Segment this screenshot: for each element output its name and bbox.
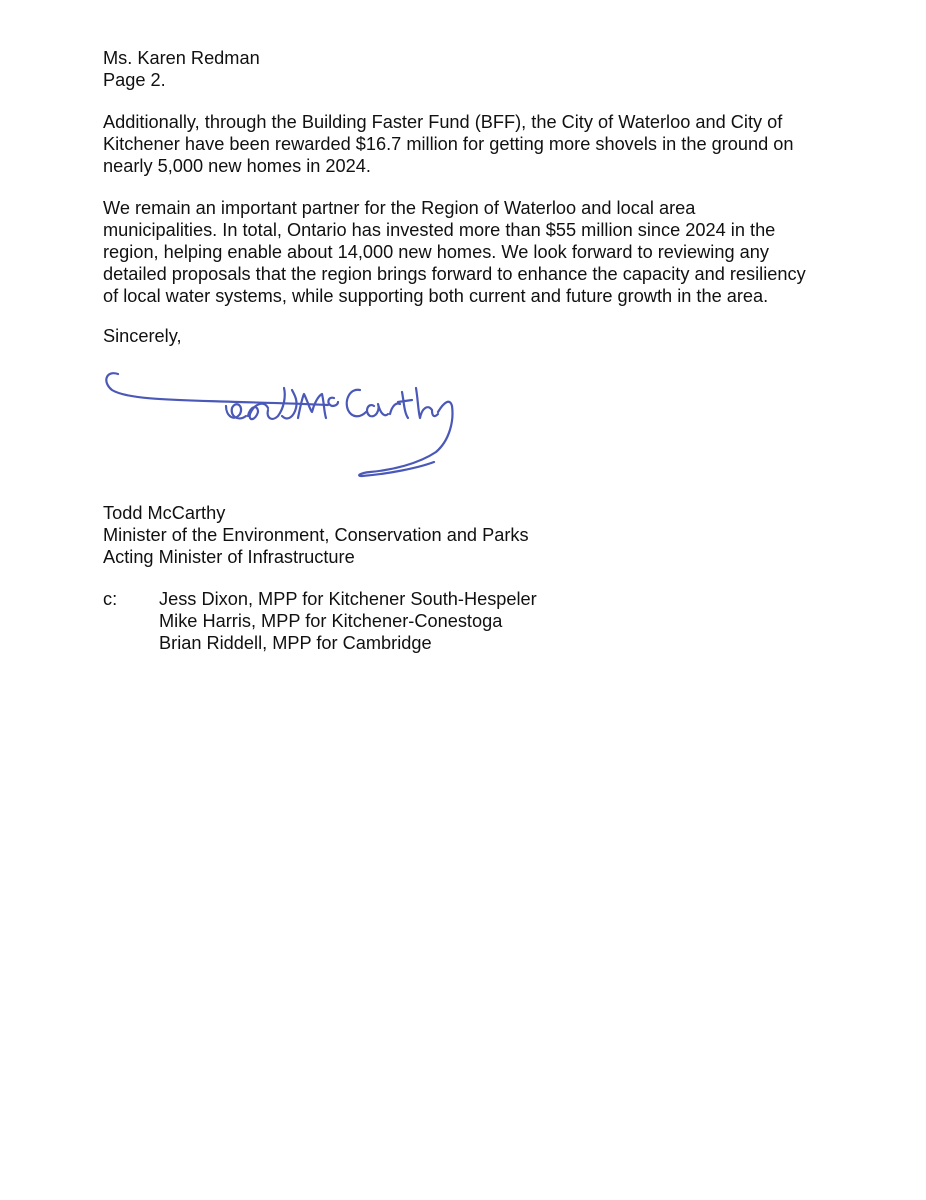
- paragraph-line: Additionally, through the Building Faster Fund (BFF), the City of Waterloo and City of: [103, 112, 783, 132]
- signer-block: [103, 502, 529, 568]
- letter-header: [103, 47, 260, 91]
- paragraph-line: nearly 5,000 new homes in 2024.: [103, 156, 371, 176]
- closing-salutation: Sincerely,: [103, 326, 182, 346]
- paragraph-line: region, helping enable about 14,000 new homes. We look forward to reviewing any: [103, 242, 769, 262]
- cc-recipient: Brian Riddell, MPP for Cambridge: [159, 633, 432, 653]
- cc-recipient-list: [159, 588, 659, 654]
- paragraph-line: detailed proposals that the region brings forward to enhance the capacity and resiliency: [103, 264, 806, 284]
- recipient-name: Ms. Karen Redman: [103, 48, 260, 68]
- paragraph-line: We remain an important partner for the Region of Waterloo and local area: [103, 198, 696, 218]
- paragraph-line: municipalities. In total, Ontario has invested more than $55 million since 2024 in the: [103, 220, 776, 240]
- cc-recipient: Mike Harris, MPP for Kitchener-Conestoga: [159, 611, 503, 631]
- paragraph-line: Kitchener have been rewarded $16.7 million for getting more shovels in the ground on: [103, 134, 794, 154]
- signer-title: Acting Minister of Infrastructure: [103, 547, 355, 567]
- paragraph-partnership: [103, 197, 823, 307]
- page-number: Page 2.: [103, 70, 166, 90]
- paragraph-building-faster-fund: [103, 111, 823, 177]
- paragraph-line: of local water systems, while supporting both current and future growth in the area.: [103, 286, 769, 306]
- handwritten-signature: [98, 360, 468, 485]
- signer-title: Minister of the Environment, Conservation and Parks: [103, 525, 529, 545]
- cc-recipient: Jess Dixon, MPP for Kitchener South-Hespeler: [159, 589, 537, 609]
- cc-label: c:: [103, 589, 118, 609]
- signer-name: Todd McCarthy: [103, 503, 226, 523]
